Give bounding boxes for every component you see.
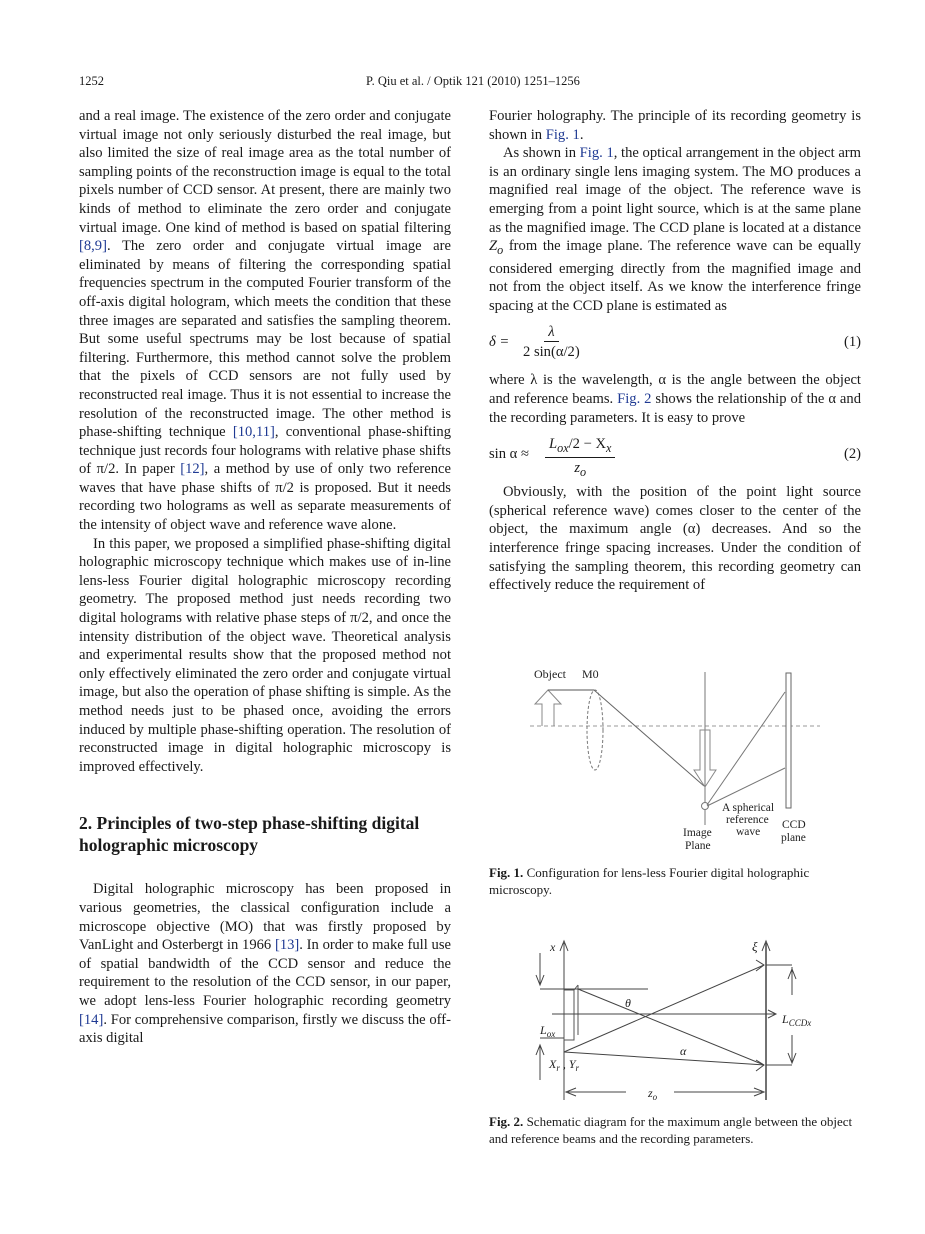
citation-link-8-9[interactable]: [8,9] bbox=[79, 238, 107, 255]
text-run: , conventional phase-shifting technique just records four holograms with relative phase shifts of π/2. In paper bbox=[79, 424, 451, 478]
equation-1-denominator: 2 sin(α/2) bbox=[523, 344, 580, 361]
equation-2-denominator bbox=[570, 458, 590, 482]
num-sub-ox: ox bbox=[557, 441, 569, 456]
label-spherical-2: reference bbox=[726, 814, 769, 826]
reference-ray-lower bbox=[707, 768, 785, 806]
text-run: , the optical arrangement in the object arm is an ordinary single lens imaging system. The MO produces a magnified real image of the object. The reference wave is emerging from a point light source, which is at the same plane as the magnified image. The CCD plane is located at a distance bbox=[489, 145, 862, 236]
page-number: 1252 bbox=[79, 74, 104, 88]
running-header bbox=[79, 74, 867, 92]
figure-2-caption bbox=[489, 1113, 861, 1147]
label-spherical-3: wave bbox=[736, 826, 761, 838]
object-block bbox=[564, 990, 574, 1040]
figure-1-caption-text: Configuration for lens-less Fourier digital holographic microscopy. bbox=[489, 865, 810, 897]
figure-link-fig1[interactable]: Fig. 1 bbox=[545, 126, 580, 143]
label-mo: M0 bbox=[582, 667, 599, 681]
reference-ray-upper bbox=[707, 692, 785, 805]
citation-link-13[interactable]: [13] bbox=[274, 937, 300, 954]
figure-1-caption-label: Fig. 1. bbox=[489, 865, 524, 880]
journal-citation: P. Qiu et al. / Optik 121 (2010) 1251–1256 bbox=[366, 74, 580, 88]
figure-link-fig2[interactable]: Fig. 2 bbox=[617, 391, 652, 408]
equation-1-numerator: λ bbox=[544, 323, 558, 342]
paragraph-proposal: In this paper, we proposed a simplified phase-shifting digital holographic microscopy technique which makes use of in-line lens-less Fourier digital holographic microscopy recording geometry. The proposed method just needs recording two digital holograms with relative phase steps of π/2, and once the intensity distribution of the object wave. Theoretical analysis and experimental results show that the proposed method not only effectively eliminated the zero order and conjugate virtual image, but also the operation of phase shifting is simple. As the method needs just to be phased once, avoiding the errors induced by multiple phase-shifting operation. The resolution of reconstructed image in digital holographic microscopy is improved effectively. bbox=[79, 535, 451, 775]
num-L: L bbox=[549, 436, 558, 453]
label-image-2: Plane bbox=[685, 840, 711, 852]
imaging-ray bbox=[594, 690, 704, 786]
figure-2-caption-text: Schematic diagram for the maximum angle between the object and reference beams and the recording parameters. bbox=[489, 1114, 853, 1146]
equation-1-number: (1) bbox=[843, 334, 861, 351]
equation-2-number: (2) bbox=[843, 446, 861, 463]
equation-1 bbox=[489, 323, 861, 363]
paragraph-intro-continued bbox=[79, 107, 451, 535]
equation-1-lhs: δ = bbox=[489, 334, 510, 351]
text-run: . For comprehensive comparison, firstly we discuss the off-axis digital bbox=[79, 1011, 451, 1047]
label-zo: $z_o$ bbox=[648, 1086, 658, 1100]
paragraph-principles bbox=[79, 880, 451, 1047]
text-run: . bbox=[579, 126, 584, 143]
label-xi-axis: ξ bbox=[752, 939, 758, 954]
label-object: Object bbox=[534, 667, 566, 681]
figure-1-caption bbox=[489, 864, 861, 898]
paragraph-fourier-holography bbox=[489, 107, 861, 144]
den-sub-o: o bbox=[580, 465, 587, 480]
label-lccdx: $L_{CCDx}$ bbox=[782, 1012, 812, 1028]
text-run: . In order to make full use of spatial bandwidth of the CCD sensor and reduce the requirement to the resolution of the CCD sensor, in our paper, we adopt lens-less Fourier holographic recording geometry bbox=[79, 937, 451, 1009]
text-run: Fourier holography. The principle of its recording geometry is shown in bbox=[489, 108, 861, 143]
label-lox: $L_{ox}$ bbox=[540, 1023, 556, 1039]
object-ray-down bbox=[578, 989, 764, 1065]
reference-ray-flat bbox=[564, 1052, 764, 1065]
figure-link-fig1[interactable]: Fig. 1 bbox=[579, 145, 614, 162]
text-run: . The zero order and conjugate virtual image are eliminated by means of filtering the corresponding spatial frequencies spectrum in the computed Fourier transform of the off-axis digital hologram, which meets the condition that these three images are separated and satisfies the sampling theorem. But some useful spectrums may be lost because of spatial filtering. Furthermore, this method cannot solve the problem that the pixels of CCD sensors are not fully used by reconstructed real image. Thus it is not essential to increase the resolution of the reconstructed image. The other method is phase-shifting technique bbox=[79, 238, 451, 441]
figure-2-diagram bbox=[520, 935, 840, 1100]
label-theta: θ bbox=[625, 996, 631, 1010]
equation-1-fraction bbox=[519, 323, 584, 362]
right-column bbox=[489, 107, 861, 595]
citation-link-12[interactable]: [12] bbox=[180, 461, 205, 478]
object-arrow-icon bbox=[535, 690, 561, 726]
equation-2-numerator bbox=[545, 435, 615, 458]
equation-2 bbox=[489, 435, 861, 480]
variable-z: Z bbox=[489, 238, 498, 255]
label-xr-yr: $X_r$ , $Y_r$ bbox=[549, 1057, 580, 1073]
text-run: As shown in bbox=[503, 145, 580, 162]
ccd-plane-rect bbox=[786, 673, 791, 808]
label-ccd-1: CCD bbox=[782, 819, 806, 831]
citation-link-14[interactable]: [14] bbox=[79, 1011, 104, 1028]
paragraph-wavelength bbox=[489, 371, 861, 427]
left-column bbox=[79, 107, 451, 1048]
label-spherical-1: A spherical bbox=[722, 802, 775, 814]
lens-mo-icon bbox=[587, 690, 603, 770]
section-heading-2: 2. Principles of two-step phase-shifting digital holographic microscopy bbox=[79, 813, 420, 856]
label-image-1: Image bbox=[683, 827, 712, 839]
equation-2-fraction bbox=[545, 435, 615, 482]
text-run: shows the relationship of the α and the recording parameters. It is easy to prove bbox=[489, 391, 861, 426]
text-run: and a real image. The existence of the zero order and conjugate virtual image not only seriously disturbed the real image, but also limited the size of real image area as the total number of sampling points of the reconstruction image is equal to the total pixels number of CCD sensor. At present, there are mainly two kinds of method to eliminate the zero order and conjugate virtual image. One kind of method is based on spatial filtering bbox=[79, 108, 451, 236]
text-run: Digital holographic microscopy has been proposed in various geometries, the classical configuration include a microscope objective (MO) that was firstly proposed by VanLight and Osterbergt in 1966 bbox=[79, 881, 451, 954]
label-alpha: α bbox=[680, 1044, 687, 1058]
figure-1-diagram bbox=[520, 660, 830, 855]
equation-2-lhs: sin α ≈ bbox=[489, 446, 529, 463]
citation-link-10-11[interactable]: [10,11] bbox=[232, 424, 275, 441]
text-run: , a method by use of only two reference waves that have phase shifts of π/2 is proposed. But it needs recording two holograms as well as separate measurements of the intensity of object wave and reference wave alone. bbox=[79, 461, 451, 534]
text-run: from the image plane. The reference wave can be equally considered emerging directly from the magnified image and not from the object itself. As we know the interference fringe spacing at the CCD plane is estimated as bbox=[489, 238, 861, 314]
reference-ray-up bbox=[564, 965, 764, 1052]
den-z: z bbox=[574, 460, 581, 477]
num-rest: /2 − X bbox=[568, 436, 607, 453]
paragraph-optical-arrangement bbox=[489, 144, 861, 315]
label-ccd-2: plane bbox=[781, 832, 806, 844]
figure-1-svg bbox=[520, 660, 830, 855]
figure-2-svg bbox=[520, 935, 840, 1100]
figure-2-caption-label: Fig. 2. bbox=[489, 1114, 524, 1129]
variable-subscript: o bbox=[497, 243, 504, 258]
paragraph-obviously: Obviously, with the position of the point light source (spherical reference wave) comes closer to the center of the object, the maximum angle (α) decreases. And so the interference fringe spacing increases. Under the condition of satisfying the sampling theorem, this recording geometry can effectively reduce the requirement of bbox=[489, 484, 861, 594]
num-sub-x: x bbox=[606, 441, 612, 456]
label-x-axis: x bbox=[550, 940, 556, 954]
text-run: where λ is the wavelength, α is the angle between the object and reference beams. bbox=[489, 372, 861, 408]
